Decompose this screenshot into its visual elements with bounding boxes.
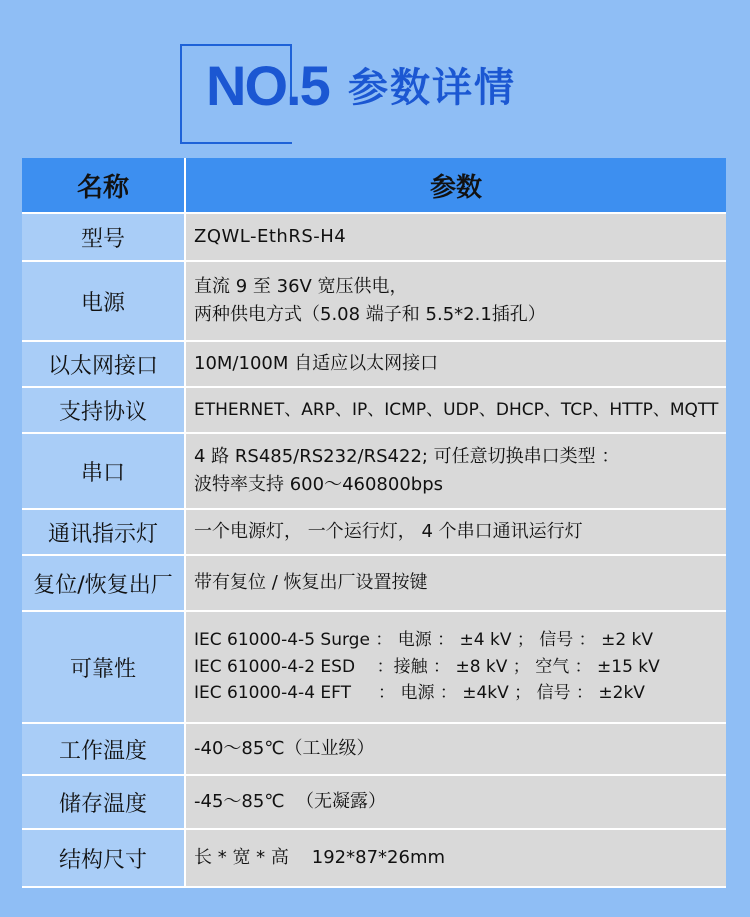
row-value: 一个电源灯， 一个运行灯， 4 个串口通讯运行灯 <box>186 510 726 556</box>
row-name: 电源 <box>22 262 186 342</box>
row-name: 支持协议 <box>22 388 186 434</box>
table-row <box>22 434 726 510</box>
table-row <box>22 262 726 342</box>
table-row <box>22 214 726 262</box>
row-name: 结构尺寸 <box>22 830 186 888</box>
table-row <box>22 724 726 776</box>
table-row <box>22 342 726 388</box>
table-row <box>22 776 726 830</box>
row-value: 直流 9 至 36V 宽压供电， 两种供电方式（5.08 端子和 5.5*2.1插孔） <box>186 262 726 342</box>
header-name: 名称 <box>22 158 186 214</box>
section-title <box>180 44 520 144</box>
row-name: 通讯指示灯 <box>22 510 186 556</box>
row-value: -40～85℃（工业级） <box>186 724 726 776</box>
row-name: 型号 <box>22 214 186 262</box>
table-row <box>22 556 726 612</box>
table-header <box>22 158 726 214</box>
row-name: 工作温度 <box>22 724 186 776</box>
table-row <box>22 388 726 434</box>
row-name: 可靠性 <box>22 612 186 724</box>
row-value: 长 * 宽 * 高 192*87*26mm <box>186 830 726 888</box>
row-name: 串口 <box>22 434 186 510</box>
row-value: 10M/100M 自适应以太网接口 <box>186 342 726 388</box>
table-row <box>22 510 726 556</box>
row-name: 以太网接口 <box>22 342 186 388</box>
row-value: -45～85℃ （无凝露） <box>186 776 726 830</box>
section-number: NO.5 <box>206 54 329 117</box>
section-heading: 参数详情 <box>348 65 516 111</box>
row-value: IEC 61000-4-5 Surge ： 电源 ： ±4 kV ； 信号 ： ±2 kV IEC 61000-4-2 ESD ：接触 ： ±8 kV ； 空气 ： ±15 kV IEC 61000-4-4 EFT ： 电源 ： ±4kV ； 信号 ： ±2kV <box>186 612 726 724</box>
table-row <box>22 830 726 888</box>
row-value: 4 路 RS485/RS232/RS422; 可任意切换串口类型 ： 波特率支持 600～460800bps <box>186 434 726 510</box>
row-value: ZQWL-EthRS-H4 <box>186 214 726 262</box>
spec-table <box>22 158 726 888</box>
row-value: ETHERNET、ARP、IP、ICMP、UDP、DHCP、TCP、HTTP、MQTT <box>186 388 726 434</box>
row-name: 储存温度 <box>22 776 186 830</box>
row-name: 复位/恢复出厂 <box>22 556 186 612</box>
row-value: 带有复位 / 恢复出厂设置按键 <box>186 556 726 612</box>
table-row <box>22 612 726 724</box>
header-value: 参数 <box>186 158 726 214</box>
